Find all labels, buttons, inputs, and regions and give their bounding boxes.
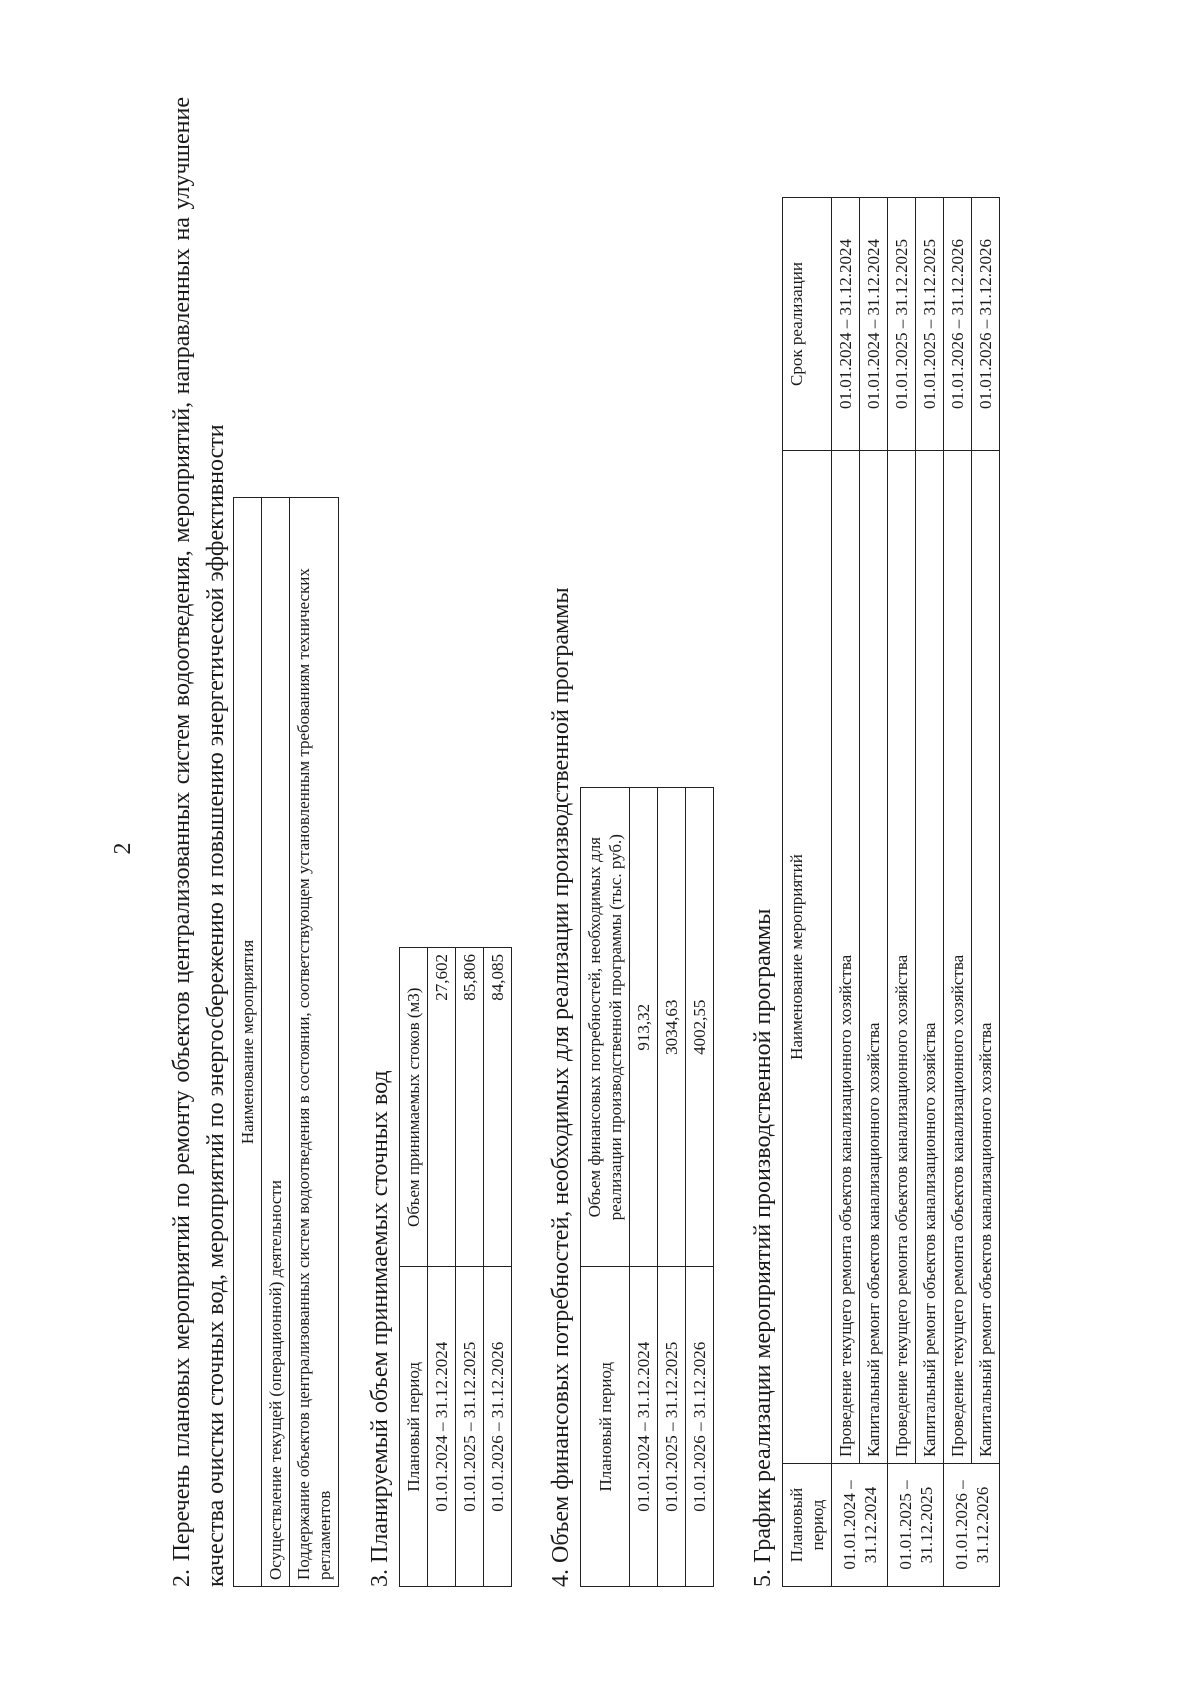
measure-cell: Проведение текущего ремонта объектов канализационного хозяйства [832,451,860,1464]
table-row [456,948,484,1587]
value-cell: 913,32 [630,788,658,1267]
period-cell: 01.01.2025 – 31.12.2025 [456,1267,484,1587]
period-cell: 01.01.2024 – 31.12.2024 [630,1267,658,1587]
table-row [888,198,916,1587]
table-cell: Поддержание объектов централизованных систем водоотведения в состоянии, соответствующем установленным требованиям технических регламентов [290,498,339,1587]
period-cell: 01.01.2026 – 31.12.2026 [944,1464,1000,1587]
period-cell: 01.01.2025 – 31.12.2025 [888,1464,944,1587]
column-header: Объем принимаемых стоков (м3) [400,948,428,1268]
period-cell: 01.01.2024 – 31.12.2024 [832,1464,888,1587]
term-cell: 01.01.2026 – 31.12.2026 [972,198,1000,451]
table-header-row [234,498,262,1587]
measure-cell: Капитальный ремонт объектов канализационного хозяйства [916,451,944,1464]
table-row [972,198,1000,1587]
term-cell: 01.01.2024 – 31.12.2024 [832,198,860,451]
term-cell: 01.01.2025 – 31.12.2025 [916,198,944,451]
section-2-heading: 2. Перечень плановых мероприятий по ремонту объектов централизованных систем водоотведения, мероприятий, направленных на улучшение качества очистки сточных вод, мероприятий по энергосбережению и повышению энергетической эффективности [169,97,229,1587]
table-row [658,788,686,1587]
term-cell: 01.01.2024 – 31.12.2024 [860,198,888,451]
financial-needs-table [580,787,714,1587]
period-cell: 01.01.2025 – 31.12.2025 [658,1267,686,1587]
column-header: Плановый период [400,1267,428,1587]
column-header: Плановый период [783,1464,832,1587]
table-row [916,198,944,1587]
value-cell: 85,806 [456,948,484,1268]
table-header-row [581,788,630,1587]
table-row [290,498,339,1587]
term-cell: 01.01.2025 – 31.12.2025 [888,198,916,451]
wastewater-volume-table [399,947,512,1587]
measure-cell: Капитальный ремонт объектов канализационного хозяйства [860,451,888,1464]
section-5-heading: 5. График реализации мероприятий производственной программы [750,908,776,1587]
table-row [832,198,860,1587]
table-row [686,788,714,1587]
period-cell: 01.01.2024 – 31.12.2024 [428,1267,456,1587]
column-header: Срок реализации [783,198,832,451]
period-cell: 01.01.2026 – 31.12.2026 [686,1267,714,1587]
measure-cell: Проведение текущего ремонта объектов канализационного хозяйства [888,451,916,1464]
measure-cell: Проведение текущего ремонта объектов канализационного хозяйства [944,451,972,1464]
value-cell: 84,085 [484,948,512,1268]
term-cell: 01.01.2026 – 31.12.2026 [944,198,972,451]
value-cell: 3034,63 [658,788,686,1267]
document-content [165,97,1000,1587]
column-header: Наименование мероприятий [783,451,832,1464]
page-number: 2 [110,842,136,855]
column-header: Плановый период [581,1267,630,1587]
table-row [944,198,972,1587]
table-header-row [783,198,832,1587]
measures-table [233,497,339,1587]
table-header-row [400,948,428,1587]
value-cell: 27,602 [428,948,456,1268]
period-cell: 01.01.2026 – 31.12.2026 [484,1267,512,1587]
schedule-table [782,197,1000,1587]
table-cell: Осуществление текущей (операционной) деятельности [262,498,290,1587]
column-header: Объем финансовых потребностей, необходимых для реализации производственной программы (тыс. руб.) [581,788,630,1267]
table-row [860,198,888,1587]
table-row [262,498,290,1587]
column-header: Наименование мероприятия [234,498,262,1587]
table-row [630,788,658,1587]
table-row [428,948,456,1587]
section-4-heading: 4. Объем финансовых потребностей, необходимых для реализации производственной программы [548,587,574,1587]
section-3-heading: 3. Планируемый объем принимаемых сточных вод [367,1070,393,1587]
value-cell: 4002,55 [686,788,714,1267]
table-row [484,948,512,1587]
measure-cell: Капитальный ремонт объектов канализационного хозяйства [972,451,1000,1464]
